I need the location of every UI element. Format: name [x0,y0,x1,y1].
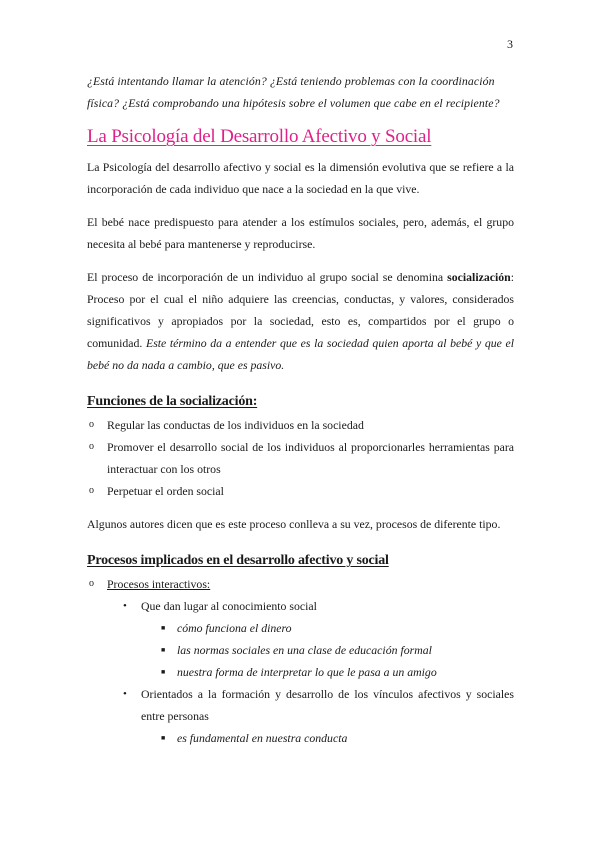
affective-bonds-examples [161,727,514,749]
list-item: o Perpetuar el orden social [87,480,514,502]
socialization-text-after: : Proceso por el cual el niño adquiere las creencias, conductas, y valores, considerados significativos y apropiados por la sociedad, esto es, compartidos por el grupo o comunidad. [87,270,514,350]
socialization-text-before: El proceso de incorporación de un individuo al grupo social se denomina [87,270,448,284]
paragraph-socialization [87,266,514,376]
list-item: o Regular las conductas de los individuos en la sociedad [87,414,514,436]
socialization-note: Este término da a entender que es la sociedad quien aporta al bebé y que el bebé no da nada a cambio, que es pasivo. [87,336,514,372]
functions-list [87,414,514,502]
list-item: • Orientados a la formación y desarrollo de los vínculos afectivos y sociales entre personas ■ es fundamental en nuestra conducta [121,683,514,749]
socialization-term: socialización [447,270,511,284]
square-bullet-icon: ■ [161,646,166,654]
paragraph-authors: Algunos autores dicen que es este proceso conlleva a su vez, procesos de diferente tipo. [87,517,501,531]
list-item: ■ las normas sociales en una clase de educación formal [161,639,514,661]
processes-group-label: Procesos interactivos: [107,577,211,591]
functions-heading: Funciones de la socialización: [87,394,258,409]
page-number: 3 [507,37,513,51]
square-bullet-icon: ■ [161,624,166,632]
square-bullet-icon: ■ [161,668,166,676]
list-item [87,573,514,749]
paragraph-baby: El bebé nace predispuesto para atender a los estímulos sociales, pero, además, el grupo necesita al bebé para mantenerse y reproducirse. [87,215,514,251]
circle-bullet-icon: o [89,485,94,496]
list-item: ■ nuestra forma de interpretar lo que le pasa a un amigo [161,661,514,683]
list-item: ■ es fundamental en nuestra conducta [161,727,514,749]
square-bullet-icon: ■ [161,734,166,742]
circle-bullet-icon: o [89,419,94,430]
intro-line-2: física? ¿Está comprobando una hipótesis sobre el volumen que cabe en el recipiente? [87,96,500,110]
section-heading: La Psicología del Desarrollo Afectivo y Social [87,126,432,147]
list-item: o Promover el desarrollo social de los individuos al proporcionarles herramientas para interactuar con los otros [87,436,514,480]
processes-list [87,573,514,749]
circle-bullet-icon: o [89,441,94,452]
list-item: • Que dan lugar al conocimiento social ■ cómo funciona el dinero ■ las normas sociales en una clase de educación formal ■ nuestra forma de interpretar lo que le pasa a un amigo [121,595,514,683]
list-item: ■ cómo funciona el dinero [161,617,514,639]
processes-sublist [121,595,514,749]
social-knowledge-examples [161,617,514,683]
circle-bullet-icon: o [89,578,94,589]
dot-bullet-icon: • [123,600,127,612]
intro-line-1: ¿Está intentando llamar la atención? ¿Está teniendo problemas con la coordinación [87,74,495,88]
page-content [87,70,514,749]
processes-heading: Procesos implicados en el desarrollo afectivo y social [87,553,389,568]
paragraph-definition: La Psicología del desarrollo afectivo y social es la dimensión evolutiva que se refiere a la incorporación de cada individuo que nace a la sociedad en la que vive. [87,160,514,196]
dot-bullet-icon: • [123,688,127,700]
